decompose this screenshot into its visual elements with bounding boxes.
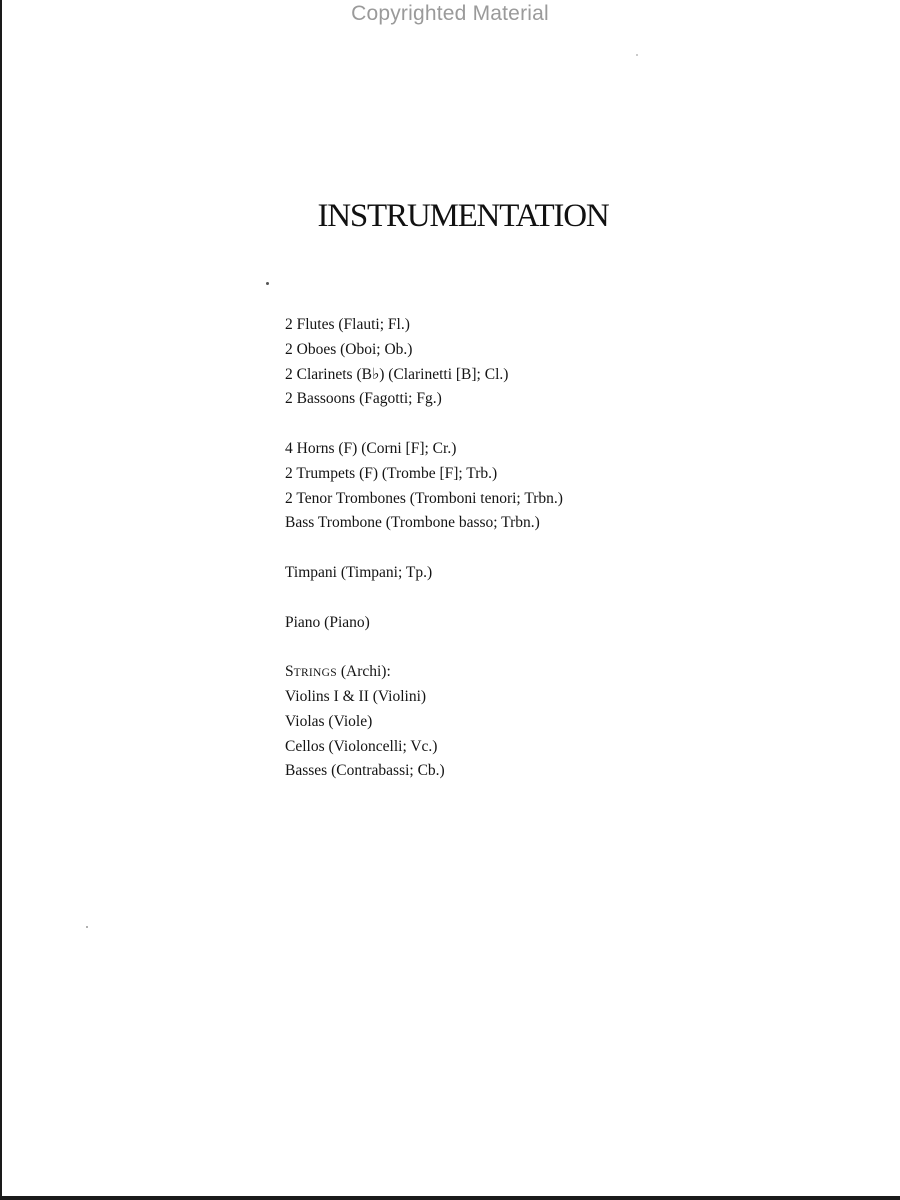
print-speck <box>266 282 269 285</box>
section-gap <box>285 412 563 437</box>
instrument-line-horns: 4 Horns (F) (Corni [F]; Cr.) <box>285 439 457 457</box>
page-border-left <box>0 0 2 1200</box>
instrument-line-timpani: Timpani (Timpani; Tp.) <box>285 563 433 581</box>
instrument-line-violas: Violas (Viole) <box>285 712 373 730</box>
print-speck <box>636 54 638 56</box>
strings-heading-smallcaps: TRINGS <box>293 667 337 680</box>
page-border-bottom <box>0 1196 900 1200</box>
copyright-watermark: Copyrighted Material <box>351 2 549 25</box>
strings-heading-suffix: (Archi): <box>336 663 391 681</box>
instrument-line-bass-trombone: Bass Trombone (Trombone basso; Trbn.) <box>285 514 540 532</box>
print-speck <box>86 926 88 928</box>
instrument-line-tenor-trombones: 2 Tenor Trombones (Tromboni tenori; Trbn.) <box>285 489 563 507</box>
section-gap <box>285 635 563 660</box>
instrument-line-oboes: 2 Oboes (Oboi; Ob.) <box>285 340 413 358</box>
instrument-line-trumpets: 2 Trumpets (F) (Trombe [F]; Trb.) <box>285 464 498 482</box>
instrument-list <box>285 313 563 784</box>
instrument-line-violins: Violins I & II (Violini) <box>285 687 427 705</box>
strings-heading <box>285 660 563 685</box>
page-title: INSTRUMENTATION <box>317 198 609 234</box>
instrument-line-cellos: Cellos (Violoncelli; Vc.) <box>285 737 438 755</box>
instrument-line-piano: Piano (Piano) <box>285 613 370 631</box>
instrument-line-bassoons: 2 Bassoons (Fagotti; Fg.) <box>285 390 442 408</box>
instrument-line-flutes: 2 Flutes (Flauti; Fl.) <box>285 316 410 333</box>
section-gap <box>285 586 563 611</box>
instrument-line-basses: Basses (Contrabassi; Cb.) <box>285 762 445 780</box>
section-gap <box>285 536 563 561</box>
strings-heading-initial: S <box>285 663 294 681</box>
instrument-line-clarinets: 2 Clarinets (B♭) (Clarinetti [B]; Cl.) <box>285 365 509 383</box>
